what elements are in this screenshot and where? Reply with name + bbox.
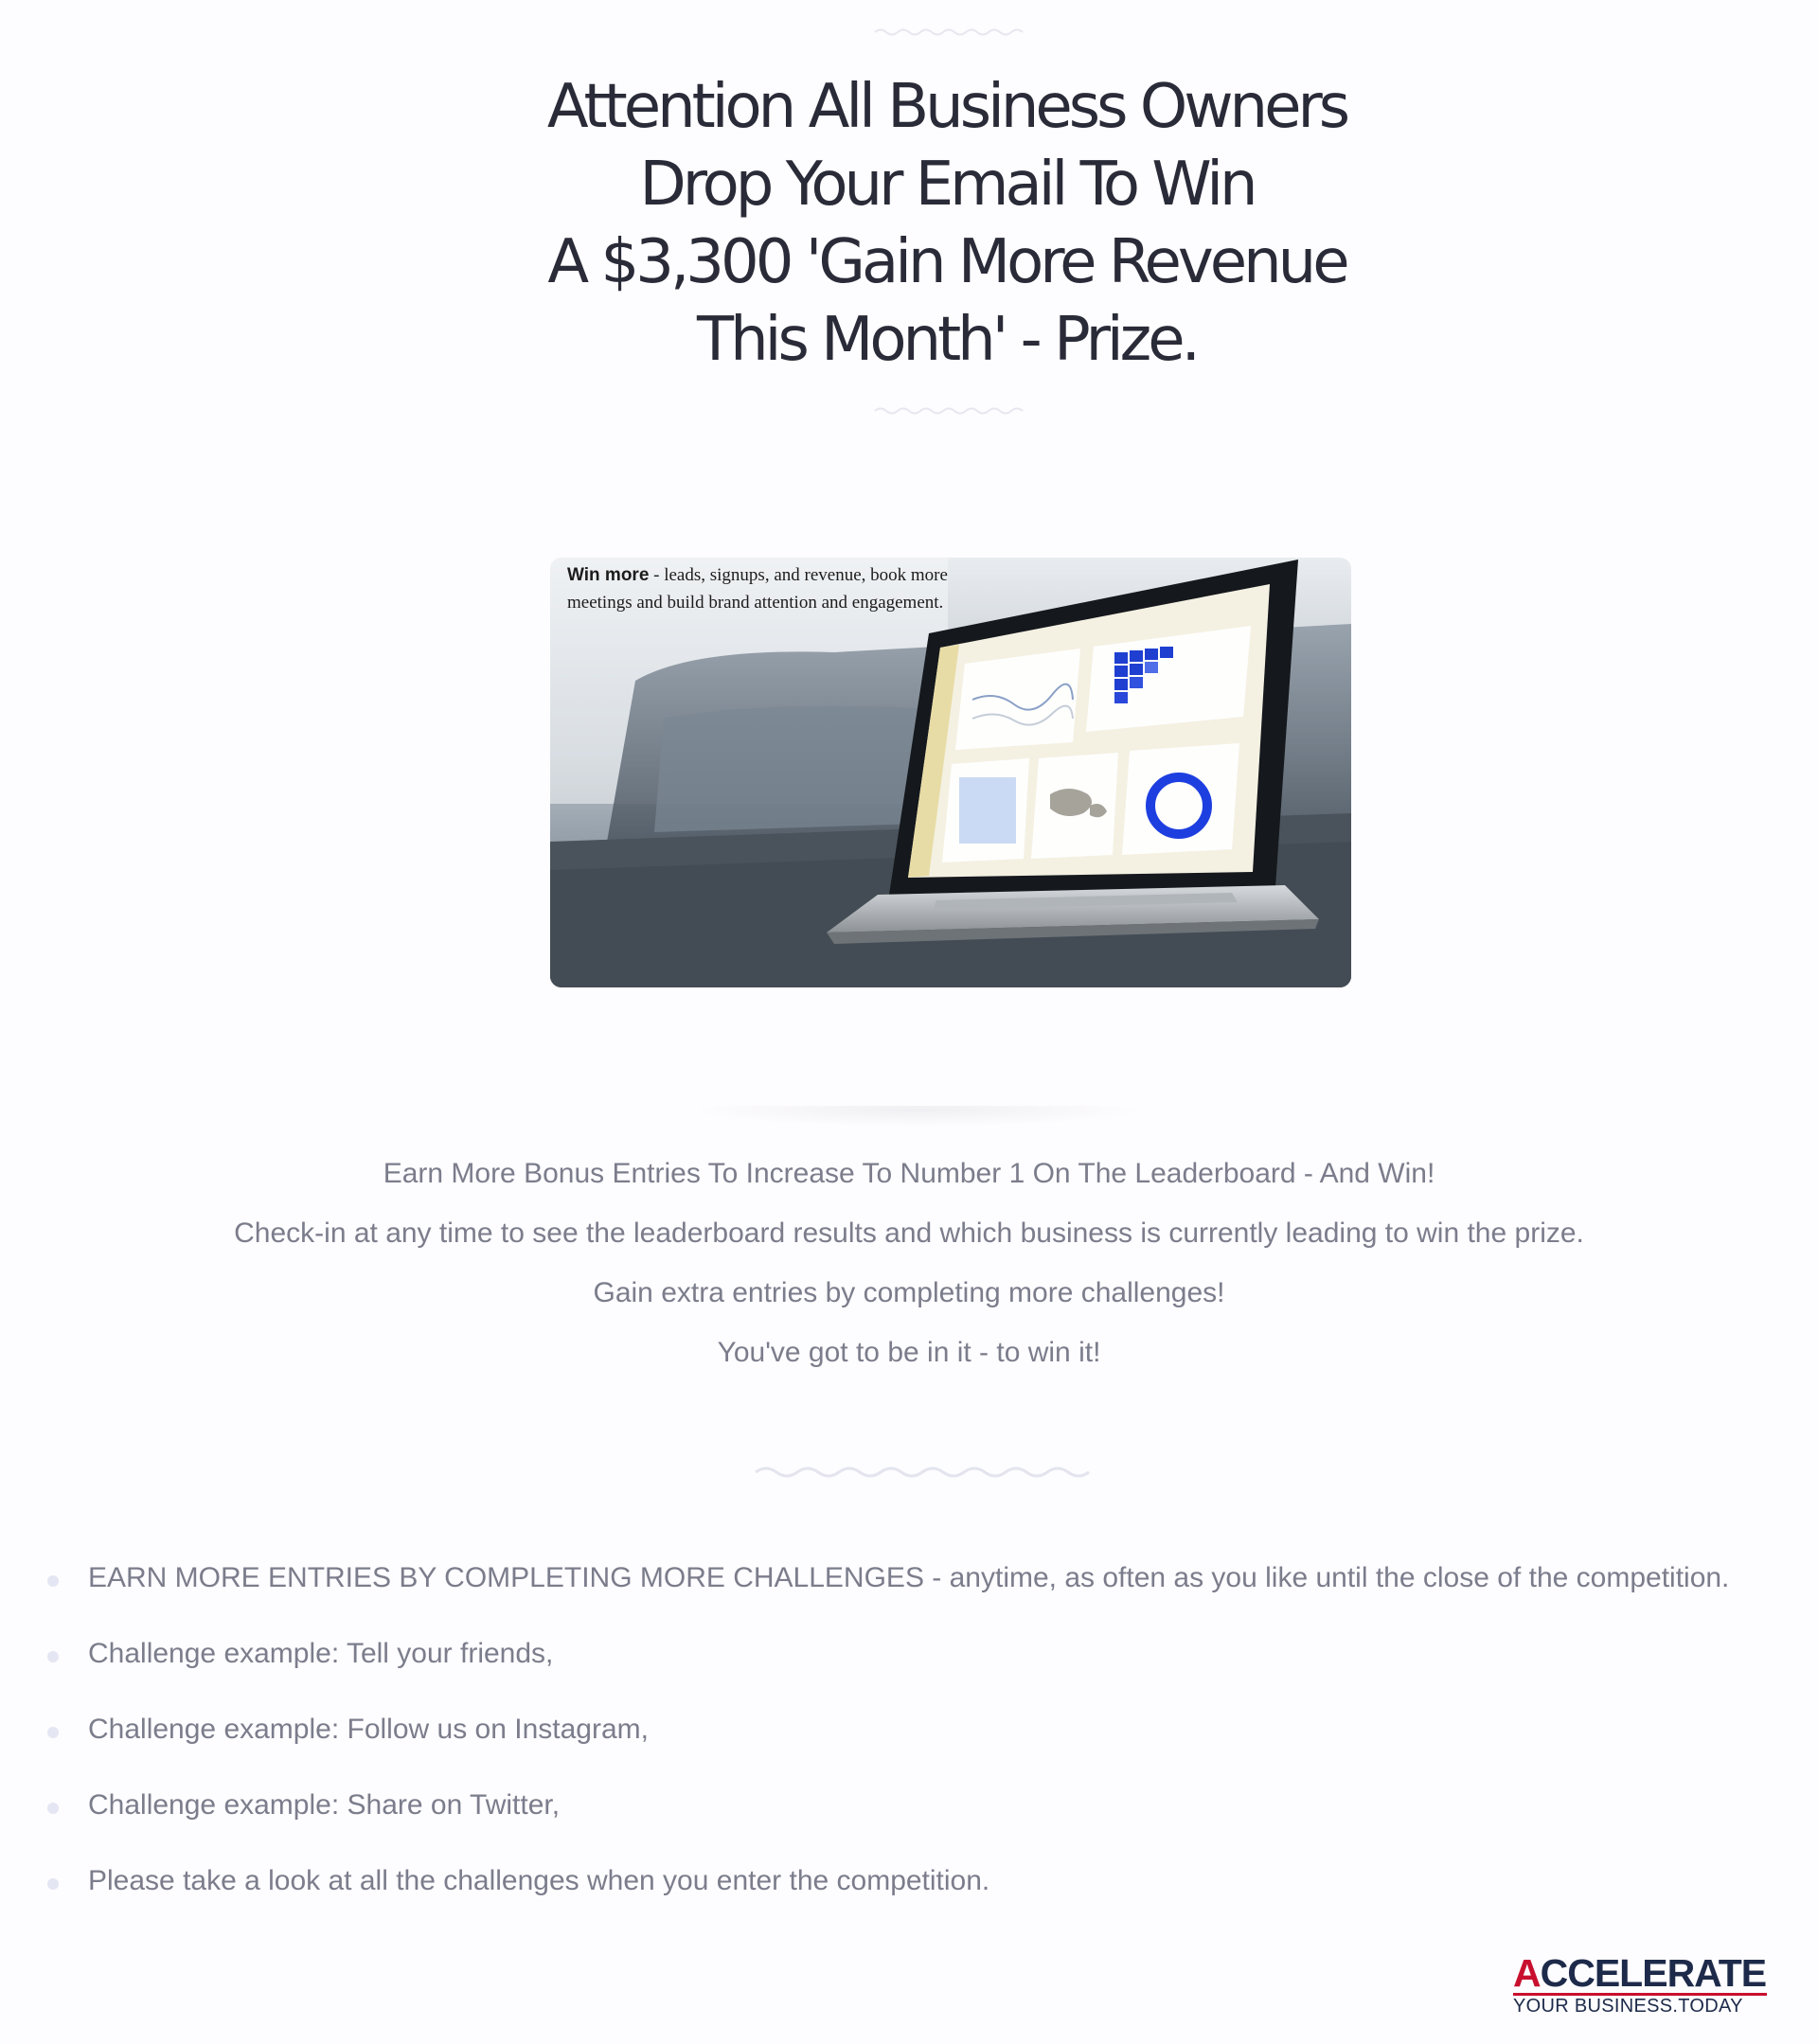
page-headline <box>436 68 1458 379</box>
headline-line-2: Drop Your Email To Win <box>639 150 1255 220</box>
intro-text <box>0 1158 1818 1396</box>
logo-letter-a: A <box>1513 1951 1541 1995</box>
logo-tagline: YOUR BUSINESS.TODAY <box>1513 1993 1767 2017</box>
bullet-icon <box>47 1878 59 1890</box>
hero-caption-text: - leads, signups, and revenue, book more meetings and build brand attention and engagement. <box>567 565 948 613</box>
bullet-icon <box>47 1803 59 1814</box>
logo-wordmark <box>1513 1953 1767 1993</box>
list-item-text: Challenge example: Tell your friends, <box>88 1638 554 1669</box>
divider-wave-top <box>873 27 1028 38</box>
challenges-list <box>38 1562 1729 1941</box>
hero-caption <box>567 561 1012 616</box>
bullet-icon <box>47 1575 59 1587</box>
list-item <box>38 1714 1729 1789</box>
list-item <box>38 1562 1729 1638</box>
section-separator-shadow <box>691 1106 1146 1127</box>
intro-line-1: Earn More Bonus Entries To Increase To Number 1 On The Leaderboard - And Win! <box>383 1158 1435 1189</box>
logo-word-rest: CCELERATE <box>1540 1951 1767 1995</box>
intro-line-2: Check-in at any time to see the leaderboard results and which business is currently leading to win the prize. <box>234 1218 1584 1249</box>
list-item <box>38 1789 1729 1865</box>
list-item <box>38 1638 1729 1714</box>
headline-line-1: Attention All Business Owners <box>546 72 1347 142</box>
bullet-icon <box>47 1651 59 1662</box>
bullet-icon <box>47 1727 59 1738</box>
divider-wave-headline <box>873 405 1028 417</box>
intro-line-4: You've got to be in it - to win it! <box>717 1337 1101 1368</box>
list-item-text: Challenge example: Follow us on Instagram, <box>88 1714 649 1745</box>
brand-logo[interactable] <box>1513 1953 1767 2017</box>
list-item-text: Challenge example: Share on Twitter, <box>88 1789 561 1821</box>
list-item <box>38 1865 1729 1941</box>
hero-image <box>550 558 1351 987</box>
list-item-text: EARN MORE ENTRIES BY COMPLETING MORE CHALLENGES - anytime, as often as you like until the close of the competition. <box>88 1562 1730 1593</box>
headline-line-3: A $3,300 'Gain More Revenue <box>547 227 1346 297</box>
divider-wave-middle <box>754 1464 1093 1481</box>
hero-caption-bold: Win more <box>567 565 650 585</box>
intro-line-3: Gain extra entries by completing more challenges! <box>593 1277 1225 1308</box>
list-item-text: Please take a look at all the challenges when you enter the competition. <box>88 1865 990 1896</box>
laptop-dashboard-illustration <box>550 558 1351 987</box>
headline-line-4: This Month' - Prize. <box>697 305 1197 375</box>
